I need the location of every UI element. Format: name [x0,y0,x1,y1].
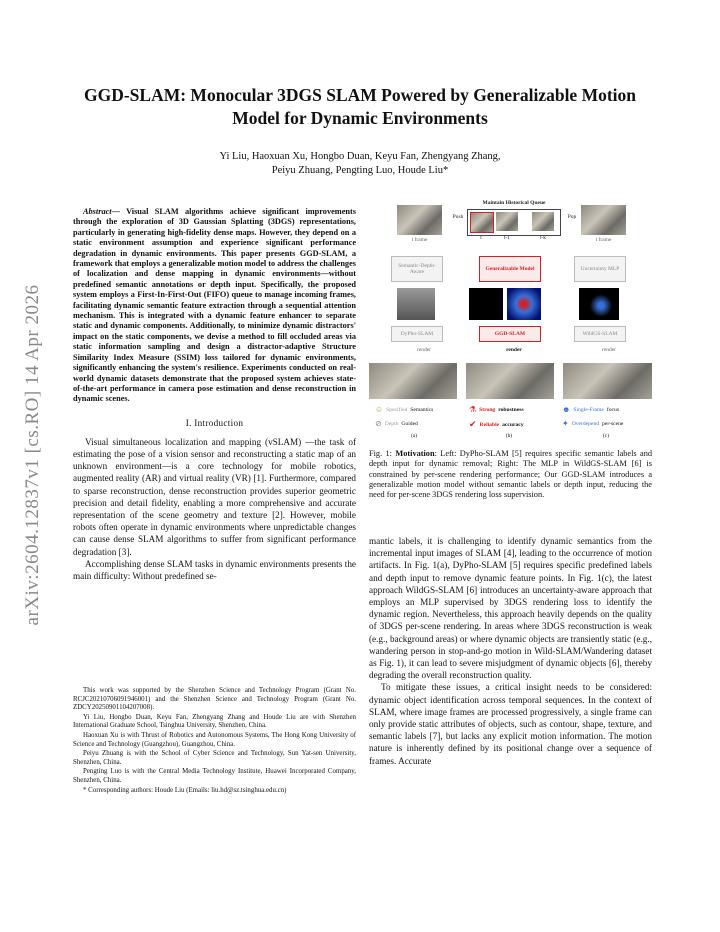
hook-icon: ✦ [562,419,569,428]
subfig-label-a: (a) [410,433,418,439]
prohibited-icon: ⊘ [375,419,382,428]
abstract: Abstract— Visual SLAM algorithms achieve significant improvements through the exploration of 3D Gaussian Splatting (3DGS) representations, particularly in generating high-fidelity dense maps. However, they depend on a static environment assumption and experience significant performance degradation in dynamic environments. This paper presents GGD-SLAM, a framework that employs a generalizable motion model to address the challenges of localization and dense mapping in dynamic environments—without predefined semantic annotations or depth input. Specifically, the proposed system employs a First-In-First-Out (FIFO) queue to manage incoming frames, facilitating dynamic semantic feature extraction through a sequential attention mechanism. This is integrated with a dynamic feature enhancer to separate static and dynamic components. Additionally, to minimize dynamic distractors' impact on the static components, we devise a method to fill occluded areas via static information sampling and design a distractor-adaptive Structure Similarity Index Measure (SSIM) loss tailored for dynamic environments, significantly enhancing the system's resilience. Experiments conducted on real-world dynamic datasets demonstrate that the proposed system achieves state-of-the-art performance in camera pose estimation and dense reconstruction in dynamic scenes. [73,207,356,404]
legend-a-2-prefix: Depth [384,420,399,427]
paper-title: GGD-SLAM: Monocular 3DGS SLAM Powered by Generalizable Motion Model for Dynamic Environments [83,85,637,128]
ggd-slam-box: GGD-SLAM [479,326,541,342]
dypho-slam-box: DyPho-SLAM [391,326,443,342]
queue-t1-label: t-1 [503,235,511,241]
footnote: * Corresponding authors: Houde Liu (Emails: liu.hd@sz.tsinghua.edu.cn) [83,786,287,794]
semantic-depth-box: Semantic-Depth-Aware [391,256,443,282]
caption-bold: Motivation [395,449,435,458]
caption-text: : Left: DyPho-SLAM [5] requires specific semantic labels and depth input for dynamic removal; Right: The MLP in WildGS-SLAM [6] is constrained by per-scene rendering performance; Our GGD-SLAM introduces a generalizable motion model without semantic labels or depth input, reducing the need for per-scene 3DGS rendering loss supervision. [369,449,653,500]
legend-c-1-suffix: focus [606,406,619,413]
input-frame-right [581,205,626,235]
render-result-c [563,363,652,399]
uncertainty-map-image [579,288,619,320]
legend-c-2 [562,419,623,428]
author-list [60,150,660,178]
legend-a-1 [375,405,433,414]
footnote: This work was supported by the Shenzhen Science and Technology Program (Grant No. RCJC20210706091946001) and the Shenzhen Science and Technology Program (Grant No. ZDCY20250901104207008). [73,687,356,712]
legend-b-2-prefix: Reliable [479,421,500,428]
t-frame-label-right: t frame [595,237,612,243]
legend-c-1 [562,405,619,414]
pop-label: Pop [567,214,577,220]
footnote: Yi Liu, Hongbo Duan, Keyu Fan, Zhengyang Zhang and Houde Liu are with Shenzhen International Graduate School, Tsinghua University, Shenzhen, China. [73,713,356,730]
abstract-text: Visual SLAM algorithms achieve significant improvements through the exploration of 3D Gaussian Splatting (3DGS) representations, particularly in generating high-fidelity dense maps. However, they depend on a static environment assumption and experience significant performance degradation in dynamic environments. This paper presents GGD-SLAM, a framework that employs a generalizable motion model to address the challenges of localization and dense mapping in dynamic environments—without predefined semantic annotations or depth input. Specifically, the proposed system employs a First-In-First-Out (FIFO) queue to manage incoming frames, facilitating dynamic semantic feature extraction through a sequential attention mechanism. This is integrated with a dynamic feature enhancer to separate static and dynamic components. Additionally, to minimize dynamic distractors' impact on the static components, we devise a method to fill occluded areas via static information sampling and design a distractor-adaptive Structure Similarity Index Measure (SSIM) loss tailored for dynamic environments, significantly enhancing the system's resilience. Experiments conducted on real-world dynamic datasets demonstrate that the proposed system achieves state-of-the-art performance in camera pose estimation and dense reconstruction in dynamic scenes. [73,207,356,404]
legend-a-2 [375,419,418,428]
left-column [73,207,356,582]
legend-a-1-suffix: Semantics [410,406,434,413]
legend-b-2-suffix: accuracy [502,421,524,428]
t-frame-label-left: t frame [411,237,428,243]
queue-frame-t [470,212,494,233]
wildgs-slam-box: WildGS-SLAM [574,326,626,342]
section-heading: I. Introduction [185,417,244,428]
intro-paragraph-1: Visual simultaneous localization and mapping (vSLAM) —the task of estimating the pose of a vision sensor and reconstructing a static map of an unknown environment—is a core technology for mobile robotics, augmented reality (AR) and virtual reality (VR) [1]. Furthermore, compared to sparse reconstruction, dense reconstruction provides superior geometric precision and detail fidelity, enabling a more comprehensive and accurate representation of the scene geometry and texture [2]. However, mobile robots often operate in dynamic environments where unpredictable changes can cause dense SLAM algorithms to suffer from significant performance degradation [3]. [73,436,356,557]
face-icon: ☻ [562,405,571,414]
queue-t-label: t [480,235,482,241]
caption-lead: Fig. 1: [369,449,392,458]
right-paragraph-2: To mitigate these issues, a critical insight needs to be considered: dynamic object identification across temporal sequences. In the context of SLAM, where image frames are processed progressively, a single frame can only provide static attributes of objects, such as contour, shape, texture, and semantic labels [7], but lacks any explicit motion information. The motion nature is inherently defined by its positional change over a sequence of frames. Accurate [369,682,652,766]
push-label: Push [452,214,464,220]
legend-b-2 [469,419,524,430]
abstract-label: Abstract [83,207,112,216]
render-label-c: render [601,347,617,353]
authors-line-2: Peiyu Zhuang, Pengting Luo, Houde Liu* [271,165,449,176]
legend-c-2-suffix: per-scene [602,420,624,427]
people-icon: ☺ [375,405,384,414]
queue-label: Maintain Historical Queue [482,200,546,206]
intro-paragraph-2: Accomplishing dense SLAM tasks in dynamic environments presents the main difficulty: Without predefined se- [73,558,356,581]
legend-b-1 [469,405,524,414]
strength-icon: ⚗ [469,405,477,414]
figure-1 [369,200,652,445]
right-column-body [369,535,652,767]
queue-frame-tk [532,212,554,231]
motion-mask-image [469,288,503,320]
legend-c-2-prefix: Overdepend [571,420,600,427]
arxiv-stamp [18,250,48,660]
footnote: Haoxuan Xu is with Thrust of Robotics and Autonomous Systems, The Hong Kong University of Science and Technology (Guangzhou), Guangzhou, China. [73,731,356,748]
legend-a-1-prefix: Specified [386,406,408,413]
checkmark-icon: ✔ [469,419,477,429]
render-result-b [466,363,554,399]
footnote: Peiyu Zhuang is with the School of Cyber Science and Technology, Sun Yat-sen University, Shenzhen, China. [73,750,356,766]
input-frame-left [397,205,442,235]
motion-heatmap-image [507,288,541,320]
generalizable-model-box: Generalizable Model [479,256,541,282]
render-result-a [369,363,457,399]
render-label-b: render [506,347,522,353]
legend-b-1-prefix: Strong [479,406,496,413]
right-paragraph-1: mantic labels, it is challenging to identify dynamic semantics from the incremental input images of SLAM [4], leading to the occurrence of motion artifacts. In Fig. 1(a), DyPho-SLAM [5] requires specific predefined labels and depth input to remove dynamic feature points. In Fig. 1(c), the latest approach WildGS-SLAM [6] introduces an uncertainty-aware approach that employs an MLP supervised by 3DGS rendering loss to identify the dynamic region. Nevertheless, this approach heavily depends on the quality of 3DGS per-scene rendering. In areas where 3DGS reconstruction is weak (e.g., background areas) or where dynamic objects are transiently static (e.g., wandering person in stop-and-go motion in Wild-SLAM/Wandering dataset as Fig. 1), it can lead to severe misjudgment of dynamic objects [6], thereby degrading the overall reconstruction quality. [369,536,652,681]
semantic-mask-image [397,288,435,320]
arxiv-id: arXiv:2604.12837v1 [cs.RO] 14 Apr 2026 [22,284,43,626]
subfig-label-c: (c) [602,433,610,439]
footnote: Pengting Luo is with the Central Media Technology Institute, Huawei Incorporated Company, Shenzhen, China. [73,768,356,784]
authors-line-1: Yi Liu, Haoxuan Xu, Hongbo Duan, Keyu Fan, Zhengyang Zhang, [219,151,501,162]
queue-frame-t1 [496,212,518,231]
legend-c-1-prefix: Single-Frame [573,406,604,413]
legend-b-1-suffix: robustness [498,406,524,413]
legend-a-2-suffix: Guided [401,420,418,427]
queue-tk-label: t-k [539,235,547,241]
uncertainty-mlp-box: Uncertainty MLP [574,256,626,282]
subfig-label-b: (b) [505,433,513,439]
render-label-a: render [416,347,432,353]
figure-caption [369,449,652,500]
footnotes [73,687,356,796]
